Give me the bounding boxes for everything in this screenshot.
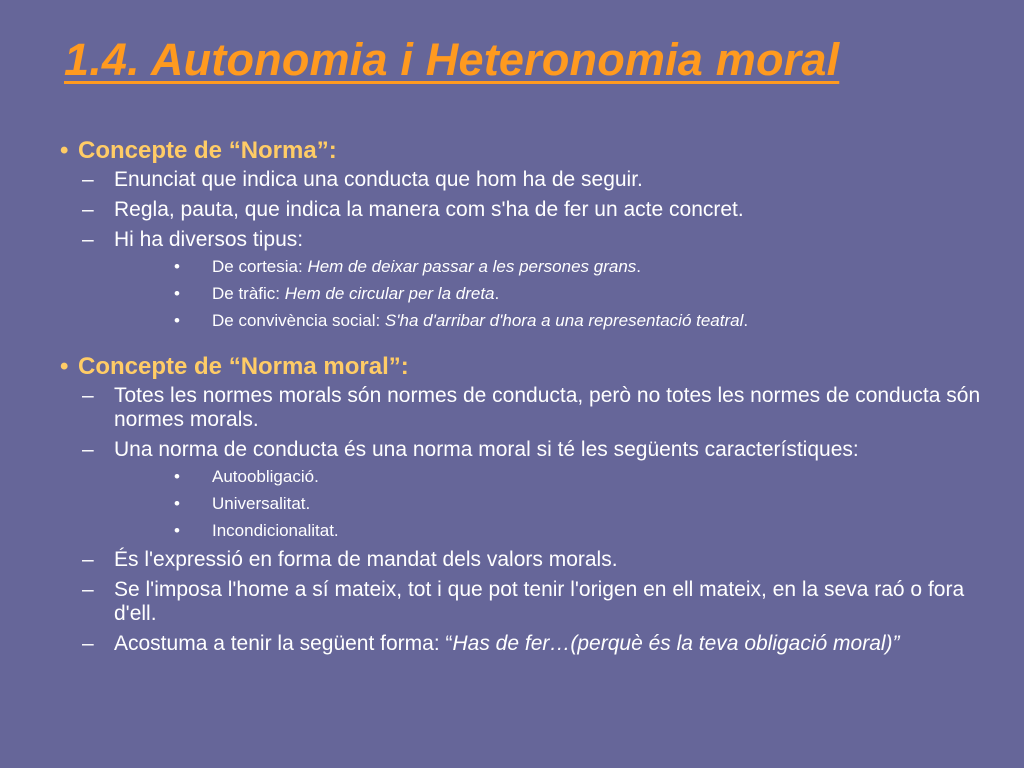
sub-list-item	[60, 283, 1000, 305]
list-item	[60, 198, 1000, 222]
sub-list-item-text	[212, 256, 641, 278]
section-heading-text: Concepte de “Norma moral”:	[78, 353, 409, 380]
list-item	[60, 438, 1000, 462]
sub-list-item	[60, 466, 1000, 488]
sub-list-item-text	[212, 310, 748, 332]
list-item-text: Totes les normes morals són normes de conducta, però no totes les normes de conducta són normes morals.	[114, 384, 981, 431]
dash-marker: –	[82, 168, 94, 191]
sub-list-item-text: Incondicionalitat.	[212, 521, 339, 540]
list-item	[60, 384, 1000, 432]
list-item	[60, 228, 1000, 252]
norm-example: S'ha d'arribar d'hora a una representació teatral	[384, 311, 744, 330]
period: .	[743, 311, 749, 330]
sub-list-item	[60, 310, 1000, 332]
bullet-marker: •	[174, 284, 180, 303]
bullet-marker: •	[60, 353, 69, 380]
sub-list-item-text: Universalitat.	[212, 494, 311, 513]
section-heading-text: Concepte de “Norma”:	[78, 137, 337, 164]
norm-type-label: De cortesia:	[212, 257, 308, 276]
norm-example: Hem de deixar passar a les persones grans	[307, 257, 637, 276]
sub-list-item	[60, 520, 1000, 542]
dash-marker: –	[82, 578, 94, 601]
dash-marker: –	[82, 228, 94, 251]
norm-type-label: De convivència social:	[212, 311, 385, 330]
period: .	[494, 284, 500, 303]
dash-marker: –	[82, 198, 94, 221]
dash-marker: –	[82, 384, 94, 407]
dash-marker: –	[82, 548, 94, 571]
slide-content	[60, 136, 1000, 656]
list-item	[60, 578, 1000, 626]
section-norma-moral-heading	[60, 352, 1000, 382]
list-item-text: És l'expressió en forma de mandat dels valors morals.	[114, 548, 618, 571]
form-example: Has de fer…(perquè és la teva obligació moral)”	[452, 632, 900, 655]
section-norma-heading	[60, 136, 1000, 166]
bullet-marker: •	[174, 521, 180, 540]
bullet-marker: •	[174, 494, 180, 513]
slide-title: 1.4. Autonomia i Heteronomia moral	[64, 34, 840, 85]
bullet-marker: •	[174, 257, 180, 276]
sub-list-item	[60, 256, 1000, 278]
period: .	[636, 257, 642, 276]
form-intro: Acostuma a tenir la següent forma: “	[114, 632, 453, 655]
dash-marker: –	[82, 438, 94, 461]
list-item-text: Una norma de conducta és una norma moral si té les següents característiques:	[114, 438, 859, 461]
list-item	[60, 168, 1000, 192]
list-item-text	[114, 632, 900, 656]
bullet-marker: •	[174, 467, 180, 486]
bullet-marker: •	[60, 137, 69, 164]
sub-list-item-text	[212, 283, 499, 305]
bullet-marker: •	[174, 311, 180, 330]
norm-type-label: De tràfic:	[212, 284, 285, 303]
list-item	[60, 548, 1000, 572]
sub-list-item-text: Autoobligació.	[212, 467, 319, 486]
list-item-text: Se l'imposa l'home a sí mateix, tot i que pot tenir l'origen en ell mateix, en la seva raó o fora d'ell.	[114, 578, 965, 625]
list-item-text: Regla, pauta, que indica la manera com s'ha de fer un acte concret.	[114, 198, 744, 221]
list-item	[60, 632, 1000, 656]
list-item-text: Hi ha diversos tipus:	[114, 228, 304, 251]
sub-list-item	[60, 493, 1000, 515]
dash-marker: –	[82, 632, 94, 655]
norm-example: Hem de circular per la dreta	[284, 284, 495, 303]
list-item-text: Enunciat que indica una conducta que hom ha de seguir.	[114, 168, 643, 191]
